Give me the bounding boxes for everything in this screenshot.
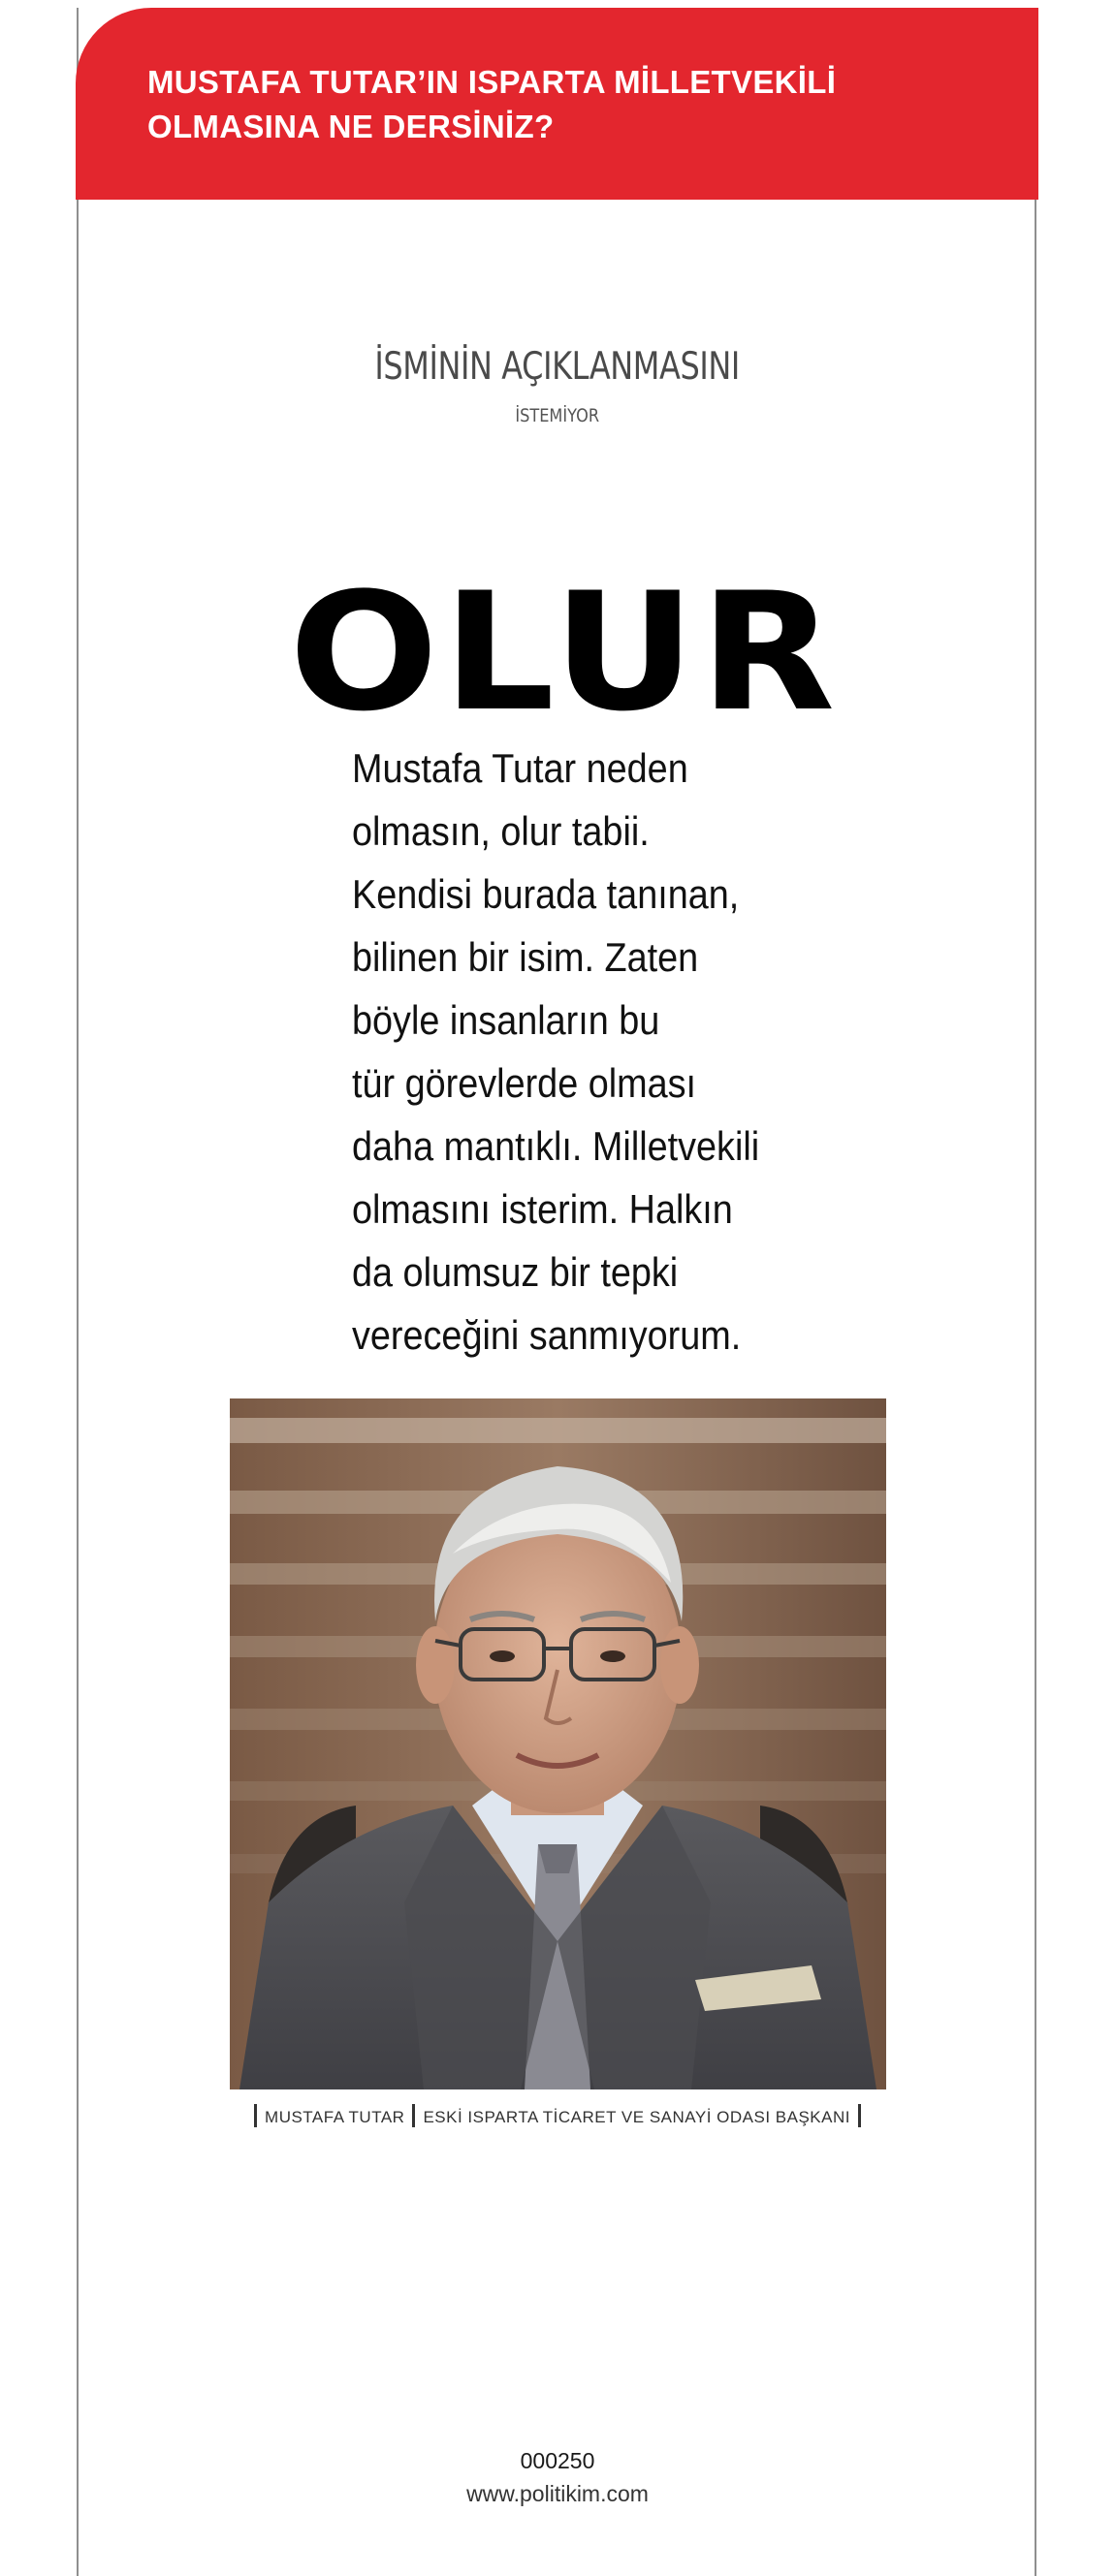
question-title-line-1: MUSTAFA TUTAR’IN ISPARTA MİLLETVEKİLİ xyxy=(147,64,837,100)
question-header xyxy=(76,8,1038,200)
website-link[interactable]: www.politikim.com xyxy=(466,2481,649,2506)
portrait-photo xyxy=(230,1398,886,2089)
caption-divider xyxy=(858,2104,861,2127)
quote-line: vereceğini sanmıyorum. xyxy=(352,1312,742,1358)
quote-line: da olumsuz bir tepki xyxy=(352,1249,679,1295)
caption-divider xyxy=(412,2104,415,2127)
page-code: 000250 xyxy=(520,2448,595,2473)
answer-quote xyxy=(352,737,856,1367)
photo-caption xyxy=(0,2104,1115,2127)
caption-divider xyxy=(254,2104,257,2127)
quote-line: tür görevlerde olması xyxy=(352,1060,697,1106)
caption-title: ESKİ ISPARTA TİCARET VE SANAYİ ODASI BAŞKANI xyxy=(423,2108,850,2126)
quote-line: Kendisi burada tanınan, xyxy=(352,871,740,917)
quote-line: olmasın, olur tabii. xyxy=(352,808,650,854)
quote-line: olmasını isterim. Halkın xyxy=(352,1186,733,1232)
respondent-anonymous-sub: İSTEMİYOR xyxy=(515,405,600,426)
quote-line: daha mantıklı. Milletvekili xyxy=(352,1123,760,1169)
verdict-heading: OLUR xyxy=(289,557,840,747)
quote-line: bilinen bir isim. Zaten xyxy=(352,934,699,980)
question-title xyxy=(147,60,981,149)
quote-line: böyle insanların bu xyxy=(352,997,660,1043)
question-title-line-2: OLMASINA NE DERSİNİZ? xyxy=(147,109,555,144)
caption-name: MUSTAFA TUTAR xyxy=(265,2108,405,2126)
quote-line: Mustafa Tutar neden xyxy=(352,745,688,791)
respondent-anonymous-label: İSMİNİN AÇIKLANMASINI xyxy=(374,345,740,389)
